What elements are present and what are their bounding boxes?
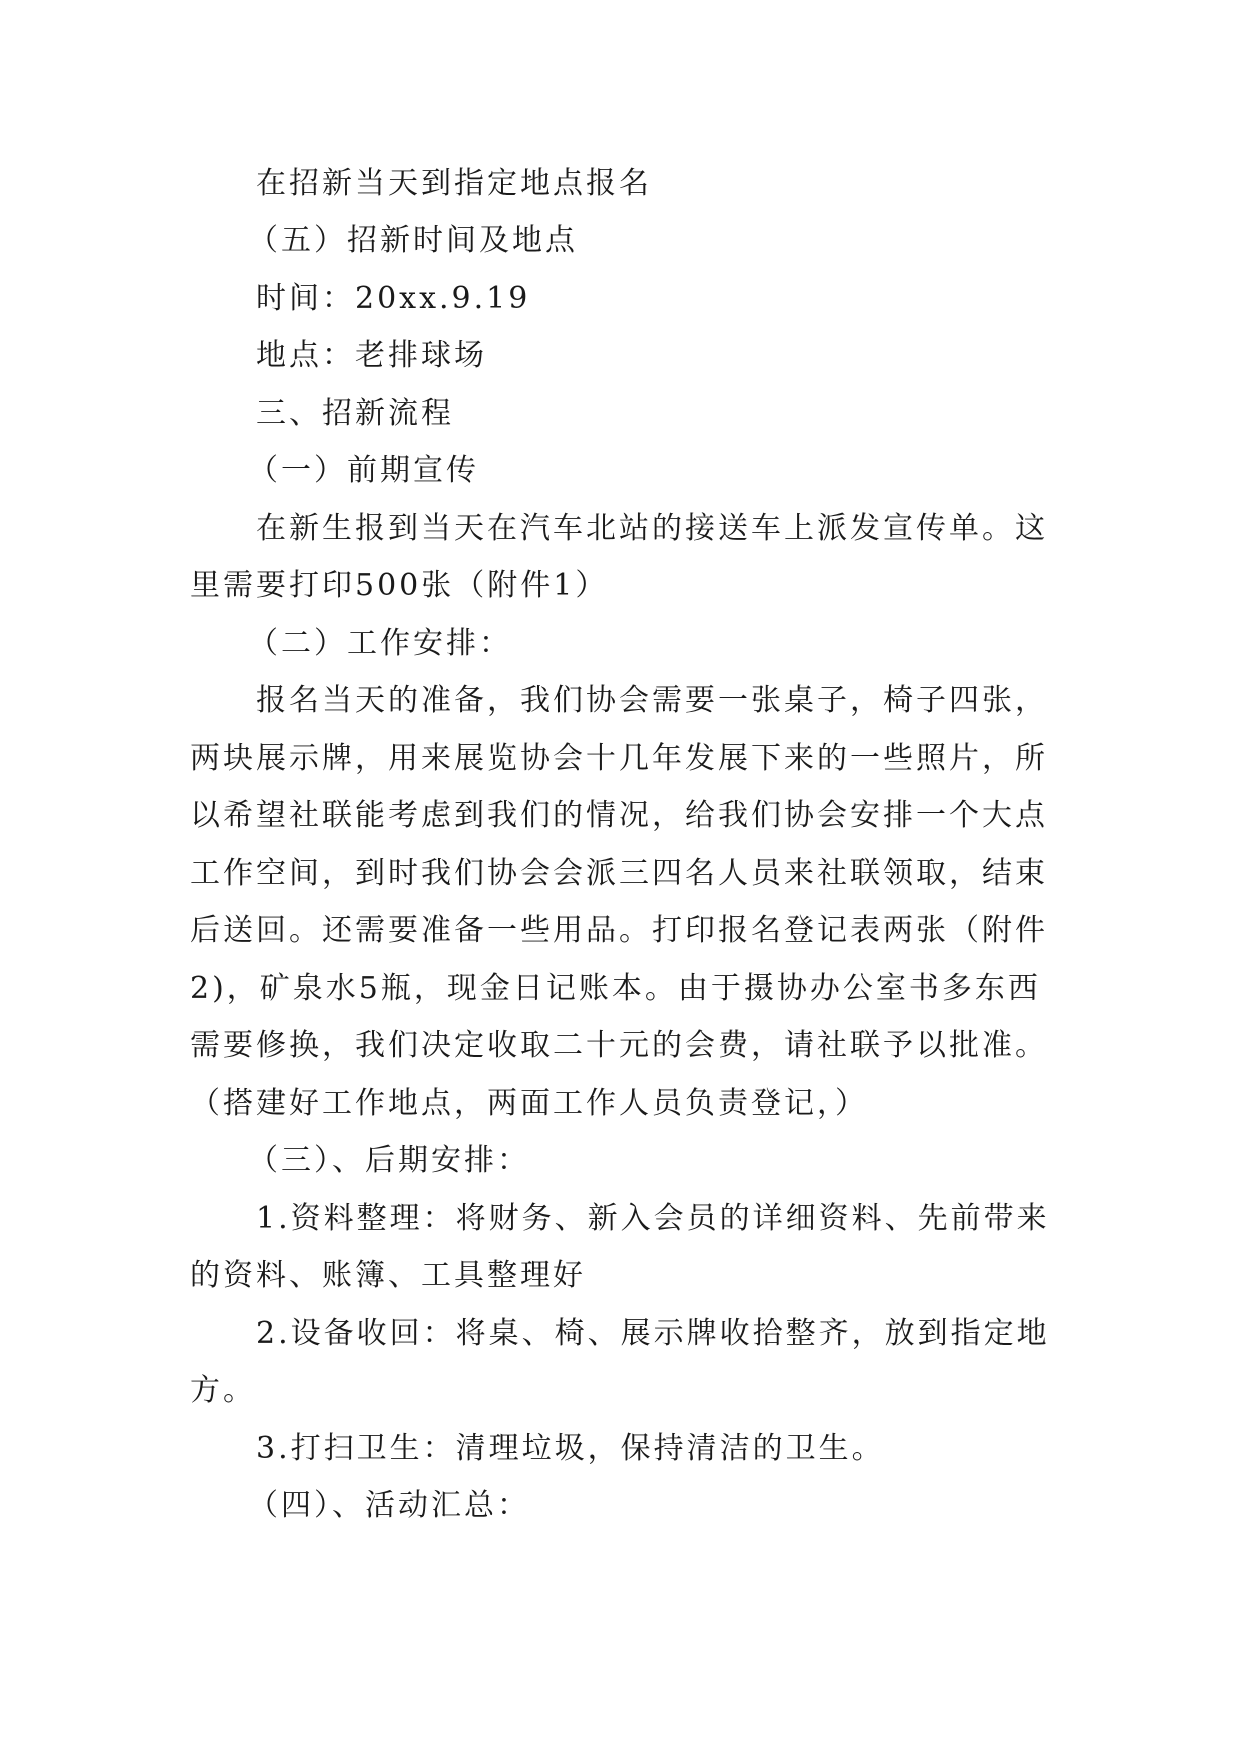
list-item-continuation: 方。 <box>190 1373 256 1408</box>
list-item: 3.打扫卫生：清理垃圾，保持清洁的卫生。 <box>256 1431 885 1466</box>
body-text-line: 2)，矿泉水5瓶，现金日记账本。由于摄协办公室书多东西 <box>190 971 1041 1006</box>
body-text-line: 工作空间，到时我们协会会派三四名人员来社联领取，结束 <box>190 856 1048 891</box>
body-text-line: 需要修换，我们决定收取二十元的会费，请社联予以批准。 <box>190 1028 1048 1063</box>
section-heading: （五）招新时间及地点 <box>248 223 578 258</box>
subsection-heading: （三）、后期安排： <box>248 1143 530 1178</box>
body-text-line: 报名当天的准备，我们协会需要一张桌子，椅子四张， <box>256 683 1048 718</box>
body-text-line: 以希望社联能考虑到我们的情况，给我们协会安排一个大点 <box>190 798 1048 833</box>
time-line: 时间：20xx.9.19 <box>256 281 531 316</box>
body-text-line: 在招新当天到指定地点报名 <box>256 166 652 201</box>
section-heading: 三、招新流程 <box>256 396 454 431</box>
subsection-heading: （二）工作安排： <box>248 626 512 661</box>
subsection-heading: （四）、活动汇总： <box>248 1488 530 1523</box>
body-text-line: 在新生报到当天在汽车北站的接送车上派发宣传单。这 <box>256 511 1048 546</box>
list-item: 2.设备收回：将桌、椅、展示牌收拾整齐，放到指定地 <box>256 1316 1050 1351</box>
body-text-line: 两块展示牌，用来展览协会十几年发展下来的一些照片，所 <box>190 741 1048 776</box>
location-line: 地点：老排球场 <box>256 338 487 373</box>
subsection-heading: （一）前期宣传 <box>248 453 479 488</box>
body-text-line: 后送回。还需要准备一些用品。打印报名登记表两张（附件 <box>190 913 1048 948</box>
body-text-line: 里需要打印500张（附件1） <box>190 568 609 603</box>
list-item: 1.资料整理：将财务、新入会员的详细资料、先前带来 <box>256 1201 1050 1236</box>
body-text-line: （搭建好工作地点，两面工作人员负责登记，） <box>190 1086 868 1121</box>
list-item-continuation: 的资料、账簿、工具整理好 <box>190 1258 586 1293</box>
